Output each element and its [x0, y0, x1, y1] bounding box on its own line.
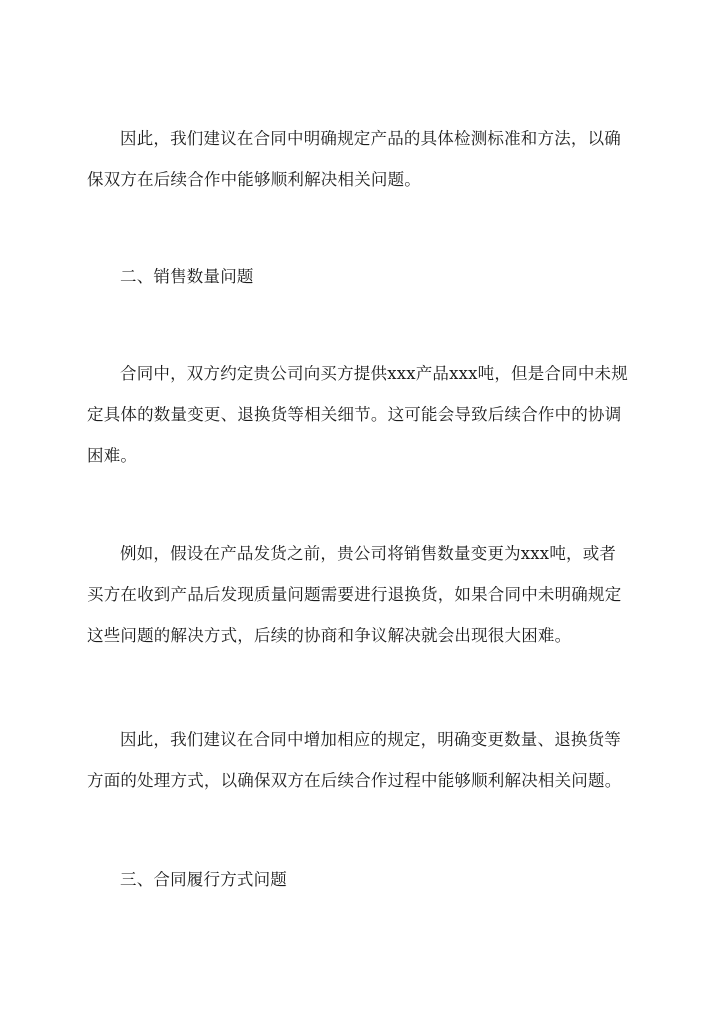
- section-heading-sales-quantity: 二、销售数量问题: [120, 267, 254, 286]
- paragraph-quantity-example: [87, 533, 635, 656]
- paragraph-line: 保双方在后续合作中能够顺利解决相关问题。: [87, 170, 421, 189]
- paragraph-line: 方面的处理方式，以确保双方在后续合作过程中能够顺利解决相关问题。: [87, 771, 622, 790]
- paragraph-line: 合同中，双方约定贵公司向买方提供xxx产品xxx吨，但是合同中未规: [120, 364, 628, 383]
- paragraph-quantity-recommendation: [87, 719, 635, 801]
- paragraph-line: 因此，我们建议在合同中明确规定产品的具体检测标准和方法，以确: [120, 129, 621, 148]
- paragraph-testing-standards: [87, 118, 635, 200]
- paragraph-line: 困难。: [87, 446, 138, 465]
- paragraph-quantity-contract: [87, 353, 635, 476]
- paragraph-line: 买方在收到产品后发现质量问题需要进行退换货，如果合同中未明确规定: [87, 585, 622, 604]
- paragraph-line: 例如，假设在产品发货之前，贵公司将销售数量变更为xxx吨，或者: [120, 544, 617, 563]
- section-heading-performance-method: 三、合同履行方式问题: [120, 870, 287, 889]
- paragraph-line: 这些问题的解决方式，后续的协商和争议解决就会出现很大困难。: [87, 626, 572, 645]
- paragraph-line: 因此，我们建议在合同中增加相应的规定，明确变更数量、退换货等: [120, 730, 621, 749]
- paragraph-line: 定具体的数量变更、退换货等相关细节。这可能会导致后续合作中的协调: [87, 405, 622, 424]
